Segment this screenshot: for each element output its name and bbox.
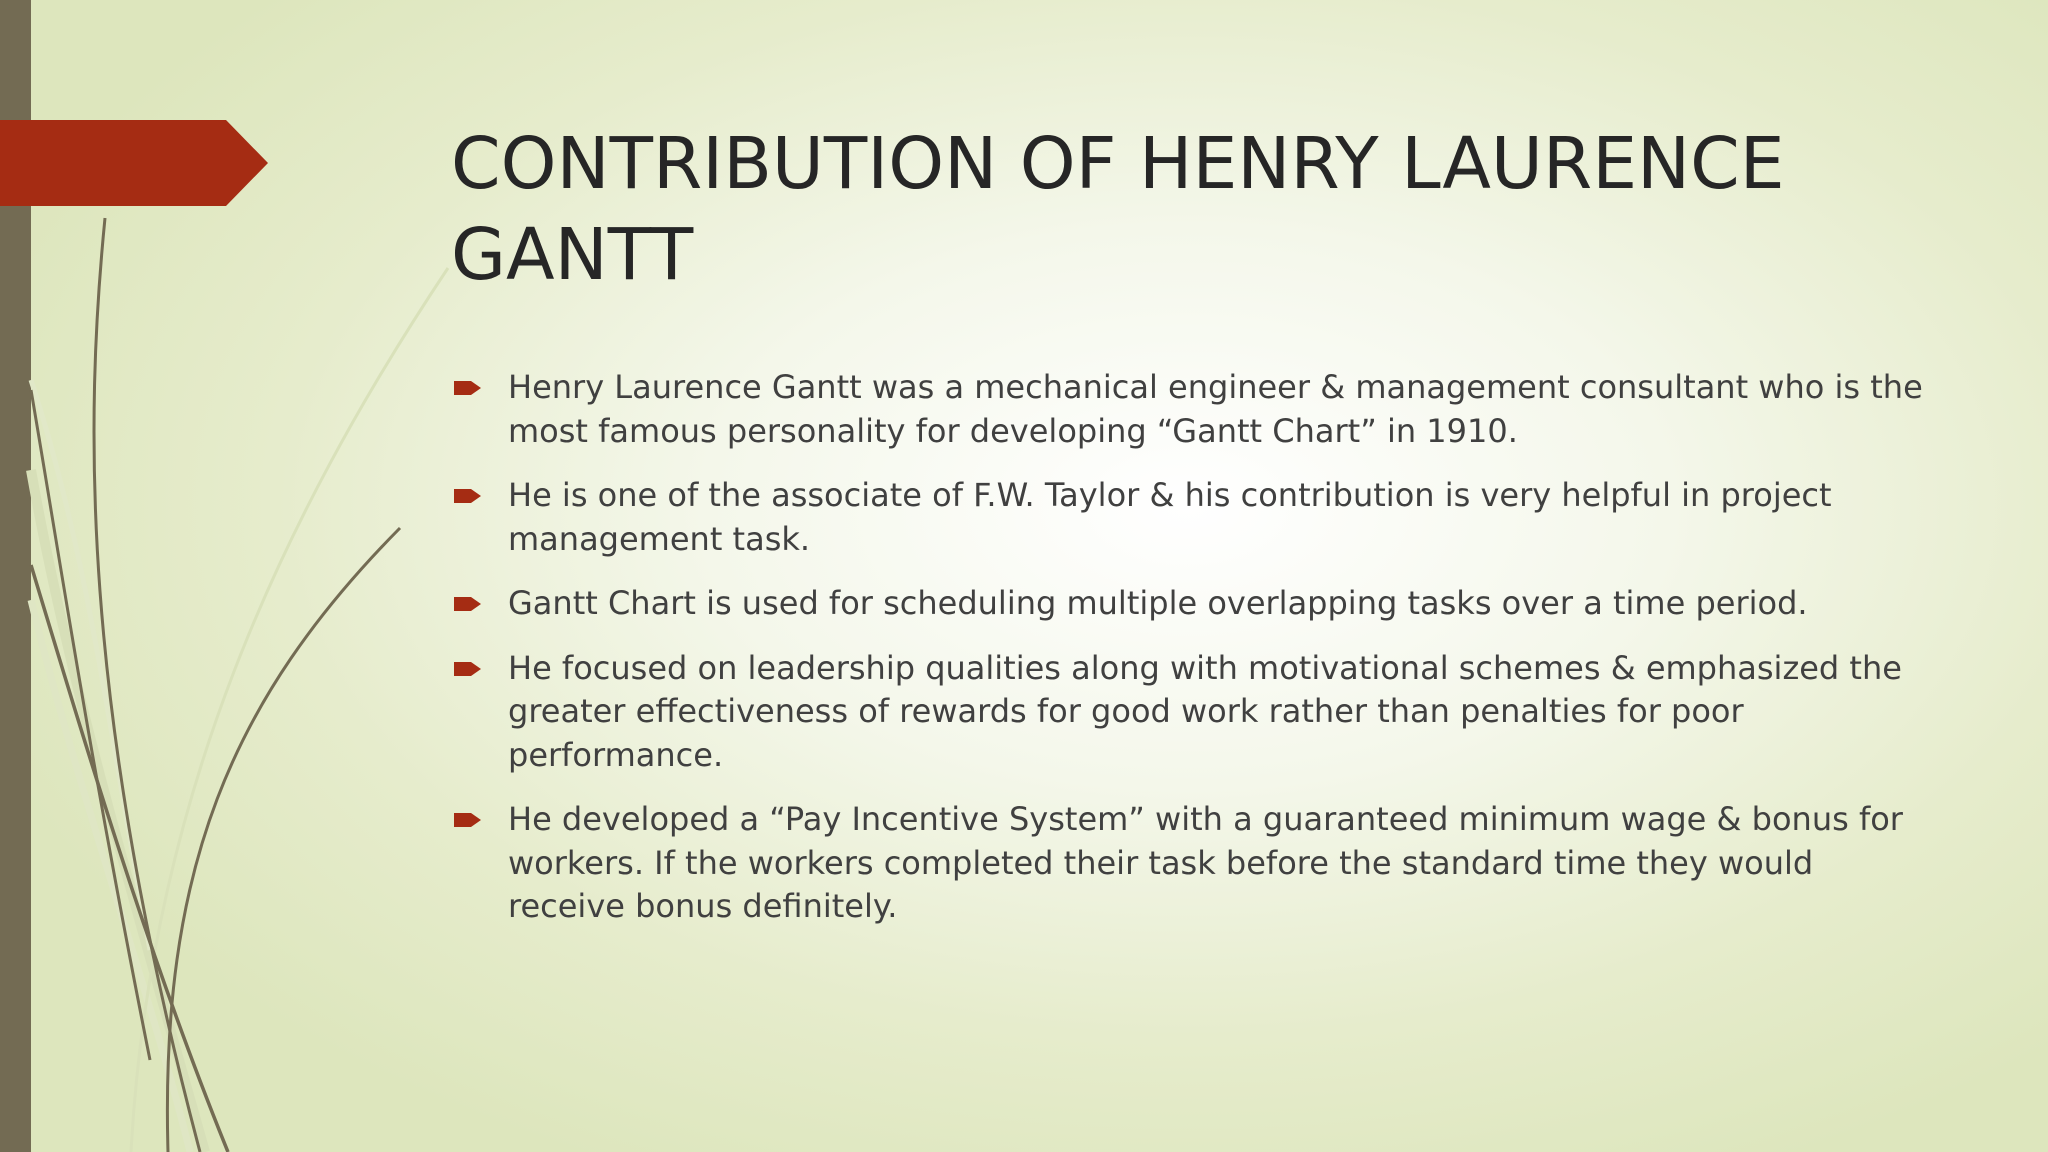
title-arrow-shape [0,120,270,206]
bullet-item [451,798,1931,929]
bullet-text: Henry Laurence Gantt was a mechanical engineer & management consultant who is the most famous personality for developing “Gantt Chart” in 1910. [508,368,1923,450]
arrow-bullet-icon [454,487,482,505]
arrow-bullet-icon [454,595,482,613]
arrow-bullet-icon [454,379,482,397]
bullet-text: He developed a “Pay Incentive System” with a guaranteed minimum wage & bonus for workers. If the workers completed their task before the standard time they would receive bonus definitely. [508,800,1903,925]
bullet-text: He focused on leadership qualities along with motivational schemes & emphasized the greater effectiveness of rewards for good work rather than penalties for poor performance. [508,648,1902,774]
bullet-text: Gantt Chart is used for scheduling multiple overlapping tasks over a time period. [508,584,1808,622]
bullet-text: He is one of the associate of F.W. Taylor & his contribution is very helpful in project management task. [508,476,1832,558]
bullet-list [451,366,1931,950]
slide-title: CONTRIBUTION OF HENRY LAURENCE GANTT [451,122,1785,296]
arrow-bullet-icon [454,811,482,829]
bullet-item [451,366,1931,453]
bullet-item [451,474,1931,561]
bullet-item [451,647,1931,778]
arrow-bullet-icon [454,660,482,678]
bullet-item [451,582,1931,626]
